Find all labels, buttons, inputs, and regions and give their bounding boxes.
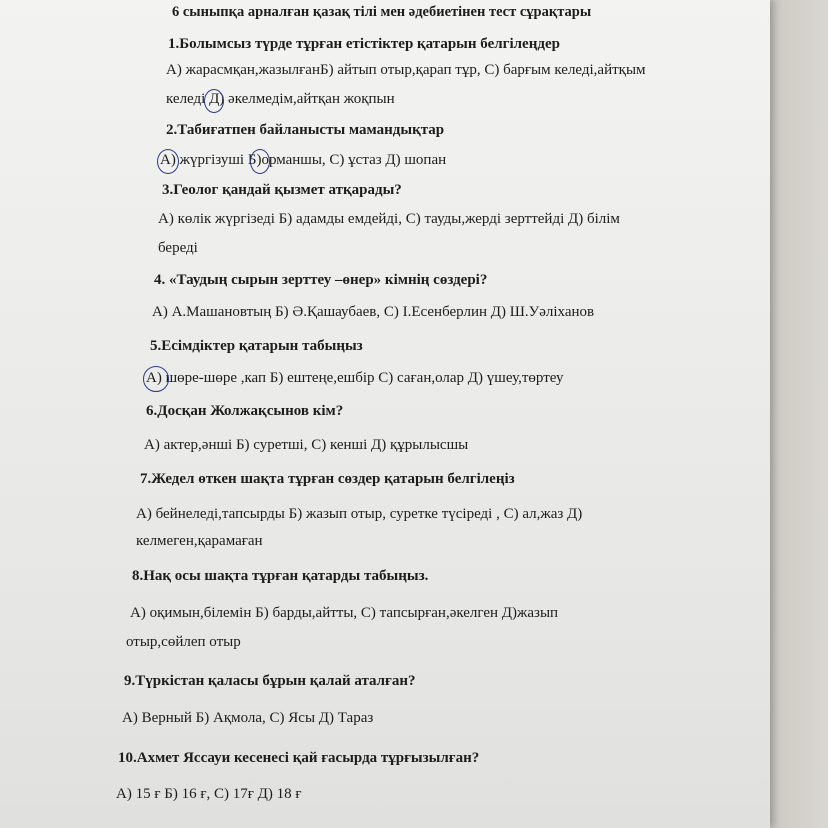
question-1: 1.Болымсыз түрде тұрған етістіктер қатарын белгілеңдер (168, 36, 560, 52)
answer-line: А) бейнеледі,тапсырды Б) жазып отыр, суретке түсіреді , С) ал,жаз Д) (136, 506, 583, 522)
answer-line: А) Верный Б) Ақмола, С) Ясы Д) Тараз (122, 710, 374, 726)
question-2: 2.Табиғатпен байланысты мамандықтар (166, 122, 445, 138)
answer-line: А) оқимын,білемін Б) барды,айтты, С) тапсырған,әкелген Д)жазып (130, 605, 559, 621)
answer-circle-mark (143, 366, 169, 392)
question-5: 5.Есімдіктер қатарын табыңыз (150, 338, 363, 354)
answer-line: келмеген,қарамаған (136, 533, 263, 549)
answer-line: А) 15 ғ Б) 16 ғ, С) 17ғ Д) 18 ғ (116, 786, 302, 802)
answer-line: береді (158, 240, 198, 256)
question-6: 6.Досқан Жолжақсынов кім? (146, 403, 344, 419)
answer-circle-mark (250, 149, 270, 174)
answer-line: А) көлік жүргізеді Б) адамды емдейді, С) тауды,жерді зерттейді Д) білім (158, 211, 620, 227)
answer-line: А) жүргізуші Б)орманшы, С) ұстаз Д) шопан (160, 152, 447, 168)
question-9: 9.Түркістан қаласы бұрын қалай аталған? (124, 673, 416, 689)
question-7: 7.Жедел өткен шақта тұрған сөздер қатарын белгілеңіз (140, 471, 515, 487)
answer-line: А) А.Машановтың Б) Ә.Қашаубаев, С) І.Есенберлин Д) Ш.Уәліханов (152, 304, 595, 320)
answer-line: келеді Д) әкелмедім,айтқан жоқпын (166, 91, 395, 107)
question-4: 4. «Таудың сырын зерттеу –өнер» кімнің сөздері? (154, 272, 488, 288)
answer-line: А) шөре-шөре ,кап Б) ештеңе,ешбір С) саған,олар Д) үшеу,төртеу (146, 370, 564, 386)
answer-circle-mark (157, 149, 179, 174)
answer-line: А) актер,әнші Б) суретші, С) кенші Д) құрылысшы (144, 437, 469, 453)
answer-line: отыр,сөйлеп отыр (126, 634, 241, 650)
answer-circle-mark (204, 89, 224, 113)
question-8: 8.Нақ осы шақта тұрған қатарды табыңыз. (132, 568, 429, 584)
answer-line: А) жарасмқан,жазылғанБ) айтып отыр,қарап тұр, С) барғым келеді,айтқым (166, 62, 646, 78)
question-10: 10.Ахмет Яссауи кесенесі қай ғасырда тұрғызылған? (118, 750, 480, 766)
page-title: 6 сыныпқа арналған қазақ тілі мен әдебиетінен тест сұрақтары (172, 4, 592, 20)
question-3: 3.Геолог қандай қызмет атқарады? (162, 182, 402, 198)
